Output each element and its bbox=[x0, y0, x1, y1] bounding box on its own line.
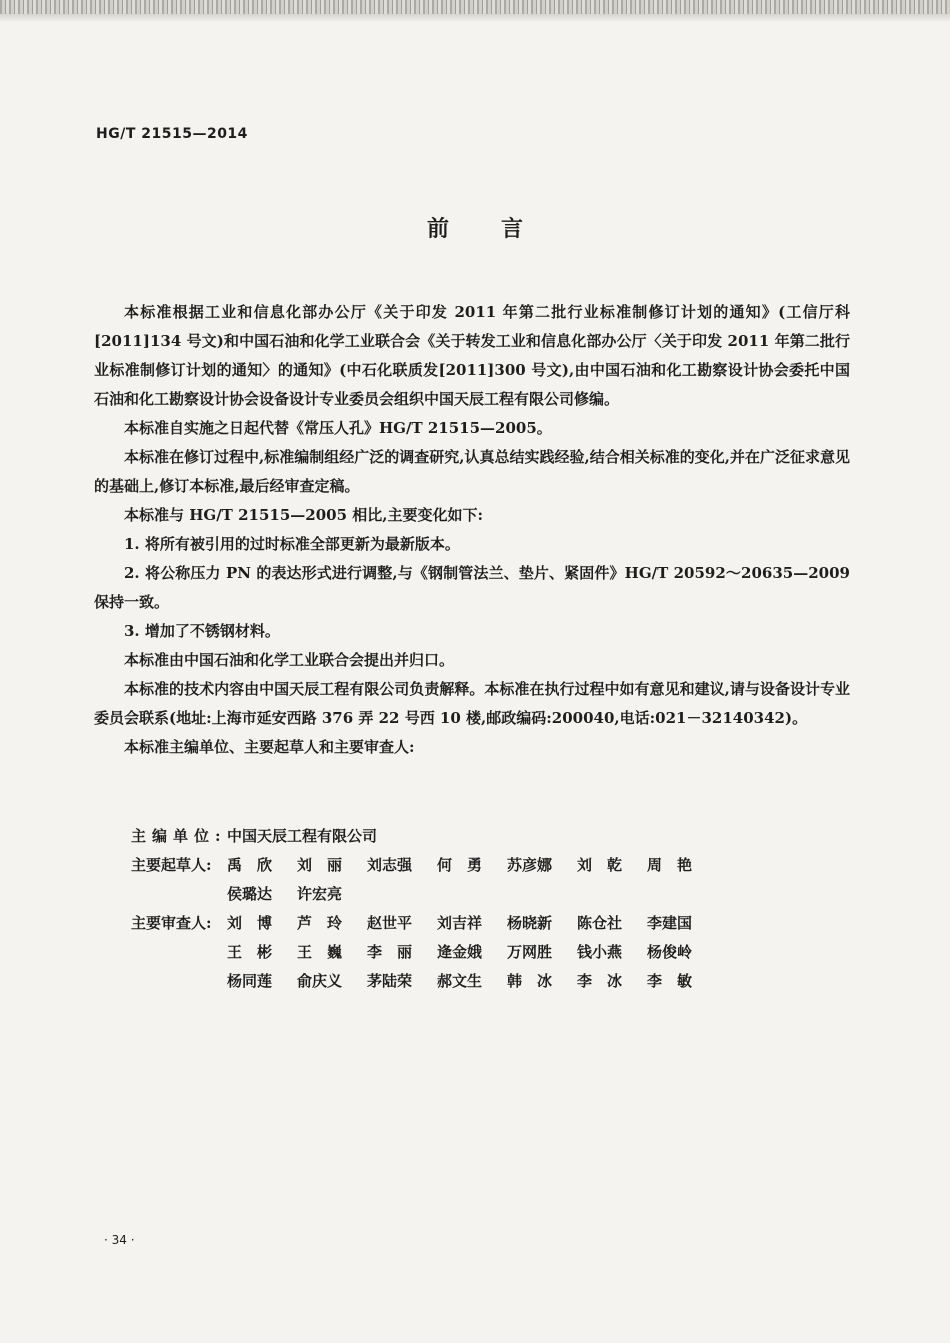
reviewer-name: 郝文生 bbox=[437, 972, 483, 990]
drafter-name: 周 艳 bbox=[647, 856, 693, 874]
reviewer-name: 芦 玲 bbox=[297, 914, 343, 932]
drafter-name: 刘志强 bbox=[367, 856, 413, 874]
reviewer-name: 刘 博 bbox=[227, 914, 273, 932]
reviewers-names-2 bbox=[227, 938, 717, 967]
chief-unit-label: 主编单位: bbox=[131, 827, 227, 845]
reviewers-names-3 bbox=[227, 967, 717, 996]
credits-block bbox=[131, 822, 771, 996]
drafter-name: 许宏亮 bbox=[297, 885, 343, 903]
scan-edge-artifact bbox=[0, 0, 950, 22]
reviewer-name: 刘吉祥 bbox=[437, 914, 483, 932]
reviewer-name: 王 彬 bbox=[227, 943, 273, 961]
reviewer-name: 韩 冰 bbox=[507, 972, 553, 990]
reviewer-name: 李 丽 bbox=[367, 943, 413, 961]
reviewer-name: 赵世平 bbox=[367, 914, 413, 932]
reviewers-row-1 bbox=[131, 909, 771, 938]
drafter-name: 刘 乾 bbox=[577, 856, 623, 874]
paragraph-proposer: 本标准由中国石油和化学工业联合会提出并归口。 bbox=[124, 651, 455, 669]
reviewer-name: 俞庆义 bbox=[297, 972, 343, 990]
paragraph-interpretation: 本标准的技术内容由中国天辰工程有限公司负责解释。本标准在执行过程中如有意见和建议,请与设备设计专业委员会联系(地址:上海市延安西路 376 弄 22 号西 10 楼,邮政编码:200040,电话:021－32140342)。 bbox=[94, 680, 850, 727]
reviewer-name: 茅陆荣 bbox=[367, 972, 413, 990]
paragraph-replaces: 本标准自实施之日起代替《常压人孔》HG/T 21515—2005。 bbox=[124, 419, 552, 437]
drafters-row-2 bbox=[131, 880, 771, 909]
foreword-body bbox=[94, 298, 850, 762]
reviewer-name: 李 敏 bbox=[647, 972, 693, 990]
reviewers-section bbox=[131, 909, 771, 996]
reviewer-name: 杨晓新 bbox=[507, 914, 553, 932]
drafter-name: 何 勇 bbox=[437, 856, 483, 874]
reviewer-name: 李建国 bbox=[647, 914, 693, 932]
paragraph-change-1: 1. 将所有被引用的过时标准全部更新为最新版本。 bbox=[124, 535, 460, 553]
label-spacer bbox=[131, 880, 227, 909]
document-code: HG/T 21515—2014 bbox=[96, 126, 248, 142]
drafter-name: 禹 欣 bbox=[227, 856, 273, 874]
paragraph-change-3: 3. 增加了不锈钢材料。 bbox=[124, 622, 280, 640]
drafters-names-1 bbox=[227, 851, 717, 880]
reviewers-label: 主要审查人: bbox=[131, 914, 212, 932]
label-spacer bbox=[131, 938, 227, 967]
reviewer-name: 杨同莲 bbox=[227, 972, 273, 990]
paragraph-change-2: 2. 将公称压力 PN 的表达形式进行调整,与《钢制管法兰、垫片、紧固件》HG/T 20592～20635—2009 保持一致。 bbox=[94, 564, 850, 611]
reviewer-name: 逄金娥 bbox=[437, 943, 483, 961]
drafters-names-2 bbox=[227, 880, 367, 909]
chief-unit-value: 中国天辰工程有限公司 bbox=[227, 827, 378, 845]
reviewer-name: 钱小燕 bbox=[577, 943, 623, 961]
paragraph-revision-process: 本标准在修订过程中,标准编制组经广泛的调查研究,认真总结实践经验,结合相关标准的变化,并在广泛征求意见的基础上,修订本标准,最后经审查定稿。 bbox=[94, 448, 850, 495]
drafter-name: 苏彦娜 bbox=[507, 856, 553, 874]
reviewers-row-3 bbox=[131, 967, 771, 996]
drafter-name: 侯璐达 bbox=[227, 885, 273, 903]
drafters-label: 主要起草人: bbox=[131, 856, 212, 874]
reviewers-row-2 bbox=[131, 938, 771, 967]
paragraph-credits-intro: 本标准主编单位、主要起草人和主要审查人: bbox=[124, 738, 415, 756]
drafters-section bbox=[131, 851, 771, 909]
reviewer-name: 李 冰 bbox=[577, 972, 623, 990]
reviewer-name: 杨俊岭 bbox=[647, 943, 693, 961]
drafters-row-1 bbox=[131, 851, 771, 880]
reviewer-name: 王 巍 bbox=[297, 943, 343, 961]
reviewer-name: 陈仓社 bbox=[577, 914, 623, 932]
drafter-name: 刘 丽 bbox=[297, 856, 343, 874]
paragraph-changes-intro: 本标准与 HG/T 21515—2005 相比,主要变化如下: bbox=[124, 506, 483, 524]
paragraph-basis: 本标准根据工业和信息化部办公厅《关于印发 2011 年第二批行业标准制修订计划的通知》(工信厅科[2011]134 号文)和中国石油和化学工业联合会《关于转发工业和信息化部办公厅〈关于印发 2011 年第二批行业标准制修订计划的通知〉的通知》(中石化联质发[2011]300 号文),由中国石油和化工勘察设计协会委托中国石油和化工勘察设计协会设备设计专业委员会组织中国天辰工程有限公司修编。 bbox=[94, 303, 850, 408]
chief-unit-row bbox=[131, 822, 771, 851]
page-title: 前言 bbox=[426, 216, 575, 242]
reviewer-name: 万网胜 bbox=[507, 943, 553, 961]
page-number: · 34 · bbox=[104, 1233, 135, 1247]
label-spacer bbox=[131, 967, 227, 996]
reviewers-names-1 bbox=[227, 909, 717, 938]
